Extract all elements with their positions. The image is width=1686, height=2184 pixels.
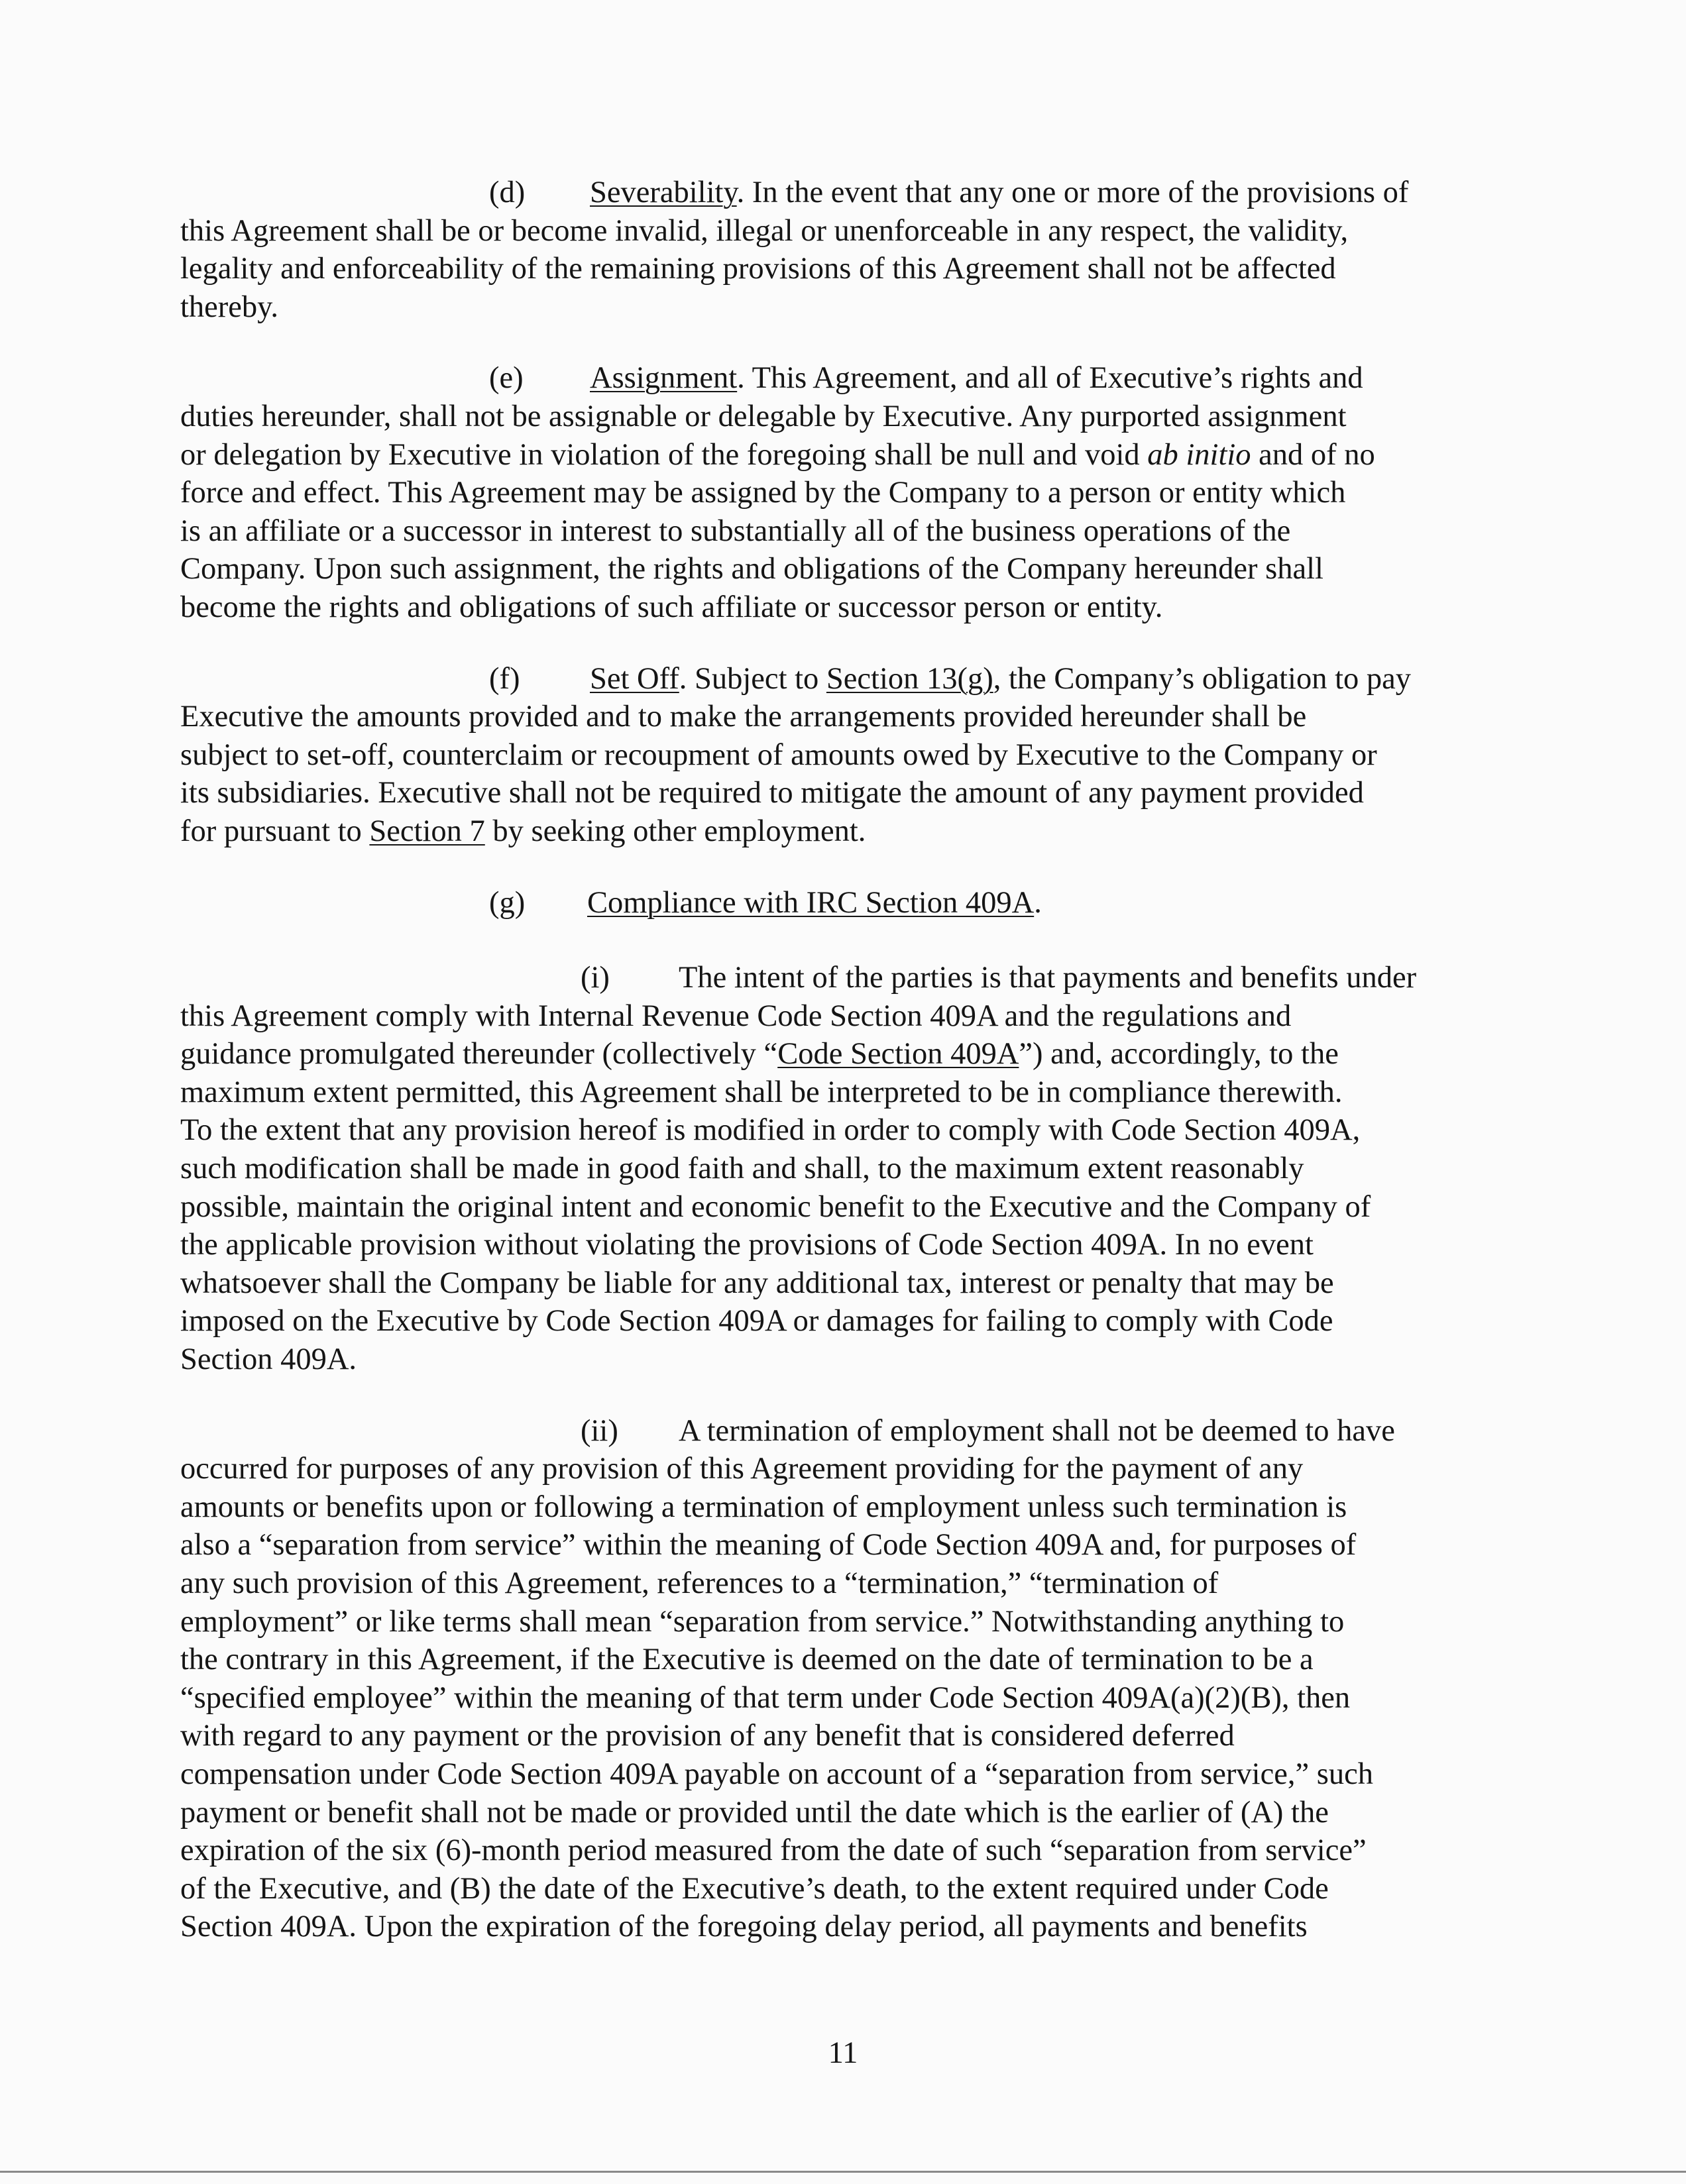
section-g-ii-line-4: also a “separation from service” within the meaning of Code Section 409A and, for purposes of	[180, 1528, 1357, 1562]
section-g-ii-line-8: “specified employee” within the meaning of that term under Code Section 409A(a)(2)(B), then	[180, 1680, 1351, 1715]
section-g-ii-line-12: expiration of the six (6)-month period measured from the date of such “separation from service”	[180, 1833, 1367, 1868]
scan-bottom-edge	[0, 2171, 1686, 2173]
section-g-i-line-3: guidance promulgated thereunder (collectively “Code Section 409A”) and, accordingly, to the	[180, 1037, 1339, 1071]
section-g-i-line-4: maximum extent permitted, this Agreement shall be interpreted to be in compliance therewith.	[180, 1075, 1343, 1109]
section-f-marker: (f)	[489, 661, 520, 696]
section-d-line-1: (d) Severability. In the event that any one or more of the provisions of	[180, 174, 1504, 212]
section-g-i	[180, 959, 1504, 1379]
section-f-line-1: (f) Set Off. Subject to Section 13(g), the Company’s obligation to pay	[180, 660, 1504, 698]
section-d-severability	[180, 174, 1504, 326]
section-e-line-4: force and effect. This Agreement may be assigned by the Company to a person or entity which	[180, 476, 1346, 510]
section-d-line-3: legality and enforceability of the remaining provisions of this Agreement shall not be affected	[180, 252, 1336, 286]
document-body	[180, 174, 1504, 1979]
section-g-i-line-5: To the extent that any provision hereof is modified in order to comply with Code Section 409A,	[180, 1113, 1361, 1148]
section-7-reference: Section 7	[369, 814, 485, 848]
section-g-ii-line-6: employment” or like terms shall mean “separation from service.” Notwithstanding anything to	[180, 1604, 1345, 1639]
section-13g-reference: Section 13(g)	[826, 661, 993, 696]
section-d-marker: (d)	[489, 176, 526, 209]
section-e-assignment	[180, 359, 1504, 626]
page-number: 11	[828, 2036, 858, 2070]
section-f-line-4: its subsidiaries. Executive shall not be required to mitigate the amount of any payment provided	[180, 776, 1364, 810]
section-g-ii-line-2: occurred for purposes of any provision of this Agreement providing for the payment of any	[180, 1452, 1304, 1486]
section-g-ii-marker: (ii)	[581, 1413, 618, 1448]
section-g-i-line-2: this Agreement comply with Internal Revenue Code Section 409A and the regulations and	[180, 999, 1292, 1033]
section-g-ii-line-14: Section 409A. Upon the expiration of the foregoing delay period, all payments and benefits	[180, 1910, 1308, 1944]
section-g-ii-line-3: amounts or benefits upon or following a termination of employment unless such termination is	[180, 1490, 1347, 1524]
section-d-line-2: this Agreement shall be or become invalid, illegal or unenforceable in any respect, the validity,	[180, 213, 1349, 248]
section-g-i-marker: (i)	[581, 961, 610, 995]
section-f-line-5: for pursuant to Section 7 by seeking other employment.	[180, 814, 866, 848]
section-g-marker: (g)	[489, 885, 526, 920]
code-section-409a-defined-term: Code Section 409A	[777, 1037, 1019, 1071]
section-g-ii-line-5: any such provision of this Agreement, references to a “termination,” “termination of	[180, 1566, 1219, 1600]
section-g-heading-line: (g) Compliance with IRC Section 409A.	[180, 884, 1504, 922]
section-g-heading: Compliance with IRC Section 409A	[587, 885, 1035, 920]
section-e-line-2: duties hereunder, shall not be assignable or delegable by Executive. Any purported assignment	[180, 399, 1347, 433]
section-g-ii-line-1: (ii) A termination of employment shall not be deemed to have	[180, 1412, 1504, 1450]
section-f-set-off	[180, 660, 1504, 851]
section-g-ii-line-7: the contrary in this Agreement, if the Executive is deemed on the date of termination to be a	[180, 1643, 1314, 1677]
section-d-line-4: thereby.	[180, 290, 279, 324]
section-e-line-6: Company. Upon such assignment, the rights and obligations of the Company hereunder shall	[180, 552, 1323, 586]
section-e-line-1: (e) Assignment. This Agreement, and all of Executive’s rights and	[180, 359, 1504, 398]
section-f-heading: Set Off	[590, 661, 679, 696]
section-d-heading: Severability	[590, 176, 737, 209]
section-g-i-line-7: possible, maintain the original intent and economic benefit to the Executive and the Company of	[180, 1189, 1371, 1224]
section-e-heading: Assignment	[590, 361, 738, 396]
section-e-italic-term: ab initio	[1147, 437, 1251, 472]
section-g-i-line-10: imposed on the Executive by Code Section 409A or damages for failing to comply with Code	[180, 1304, 1333, 1338]
section-e-line-7: become the rights and obligations of such affiliate or successor person or entity.	[180, 590, 1163, 624]
section-g-i-line-11: Section 409A.	[180, 1342, 357, 1377]
section-g-i-line-8: the applicable provision without violating the provisions of Code Section 409A. In no event	[180, 1228, 1314, 1262]
section-g-i-line-6: such modification shall be made in good faith and shall, to the maximum extent reasonably	[180, 1152, 1304, 1186]
section-f-line-2: Executive the amounts provided and to make the arrangements provided hereunder shall be	[180, 700, 1307, 734]
section-g-i-line-9: whatsoever shall the Company be liable for any additional tax, interest or penalty that may be	[180, 1266, 1334, 1300]
section-g-ii-line-13: of the Executive, and (B) the date of the Executive’s death, to the extent required under Code	[180, 1871, 1329, 1906]
section-e-line-5: is an affiliate or a successor in interest to substantially all of the business operations of the	[180, 514, 1291, 548]
section-g-ii-line-9: with regard to any payment or the provision of any benefit that is considered deferred	[180, 1719, 1235, 1753]
section-g-i-line-1: (i) The intent of the parties is that payments and benefits under	[180, 959, 1504, 997]
section-g-ii	[180, 1412, 1504, 1946]
section-f-line-3: subject to set-off, counterclaim or recoupment of amounts owed by Executive to the Company or	[180, 737, 1377, 772]
section-g-ii-line-10: compensation under Code Section 409A payable on account of a “separation from service,” such	[180, 1757, 1373, 1791]
section-e-line-3: or delegation by Executive in violation of the foregoing shall be null and void ab initio and of no	[180, 437, 1375, 472]
section-e-marker: (e)	[489, 361, 524, 396]
section-g-ii-line-11: payment or benefit shall not be made or provided until the date which is the earlier of (A) the	[180, 1795, 1329, 1829]
